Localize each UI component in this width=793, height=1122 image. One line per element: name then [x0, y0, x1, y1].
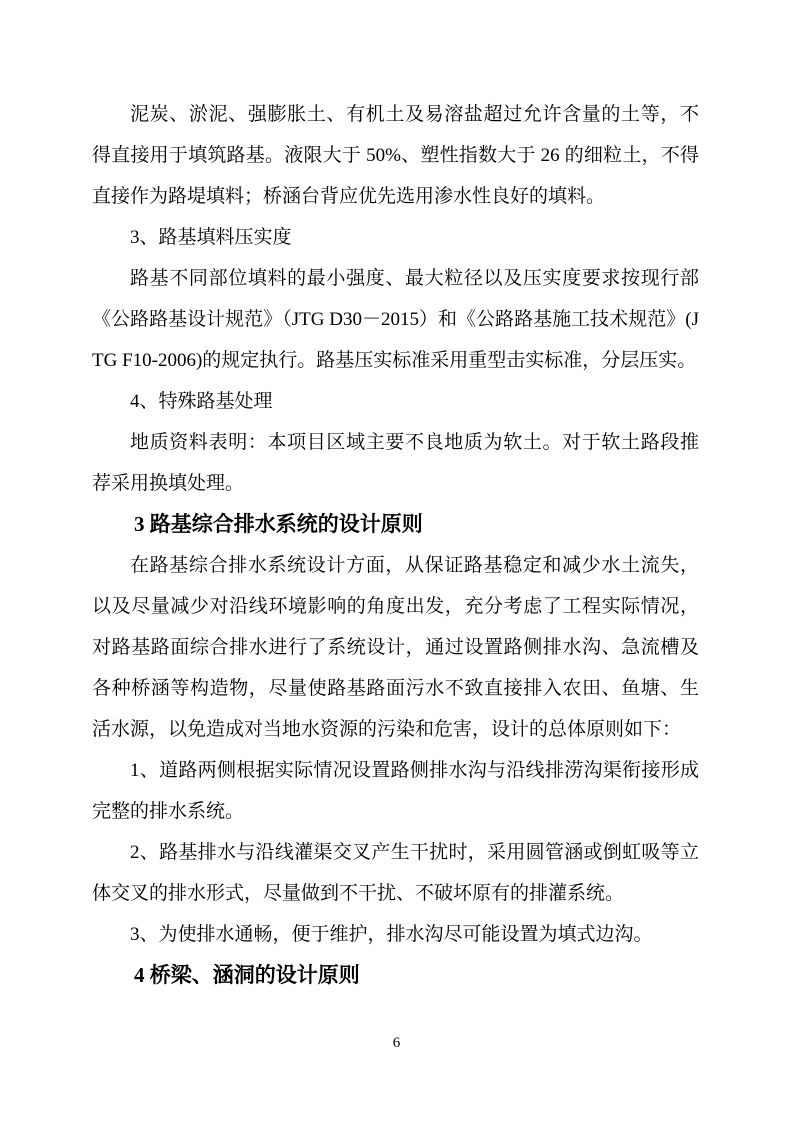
paragraph: 在路基综合排水系统设计方面，从保证路基稳定和减少水土流失，以及尽量减少对沿线环境影响的角度出发，充分考虑了工程实际情况，对路基路面综合排水进行了系统设计，通过设置路侧排水沟、急流槽及各种桥涵等构造物，尽量使路基路面污水不致直接排入农田、鱼塘、生活水源，以免造成对当地水资源的污染和危害，设计的总体原则如下： — [92, 555, 699, 740]
section-heading: 4 桥梁、涵洞的设计原则 — [134, 963, 360, 987]
paragraph: 路基不同部位填料的最小强度、最大粒径以及压实度要求按现行部《公路路基设计规范》（JTG D30－2015）和《公路路基施工技术规范》(JTG F10-2006)的规定执行。路基压实标准采用重型击实标准，分层压实。 — [92, 268, 699, 371]
document-body — [92, 94, 699, 996]
section-heading: 3 路基综合排水系统的设计原则 — [134, 512, 423, 536]
paragraph: 地质资料表明：本项目区域主要不良地质为软土。对于软土路段推荐采用换填处理。 — [92, 432, 699, 494]
list-item: 3、为使排水通畅，便于维护，排水沟尽可能设置为填式边沟。 — [130, 924, 653, 945]
list-item: 4、特殊路基处理 — [130, 391, 273, 412]
paragraph: 泥炭、淤泥、强膨胀土、有机土及易溶盐超过允许含量的土等，不得直接用于填筑路基。液限大于 50%、塑性指数大于 26 的细粒土，不得直接作为路堤填料；桥涵台背应优先选用渗水性良好的填料。 — [92, 104, 699, 207]
list-item: 2、路基排水与沿线灌渠交叉产生干扰时，采用圆管涵或倒虹吸等立体交叉的排水形式，尽量做到不干扰、不破坏原有的排灌系统。 — [92, 842, 699, 904]
list-item: 3、路基填料压实度 — [130, 227, 292, 248]
page-number: 6 — [392, 1035, 401, 1051]
list-item: 1、道路两侧根据实际情况设置路侧排水沟与沿线排涝沟渠衔接形成完整的排水系统。 — [92, 760, 699, 822]
